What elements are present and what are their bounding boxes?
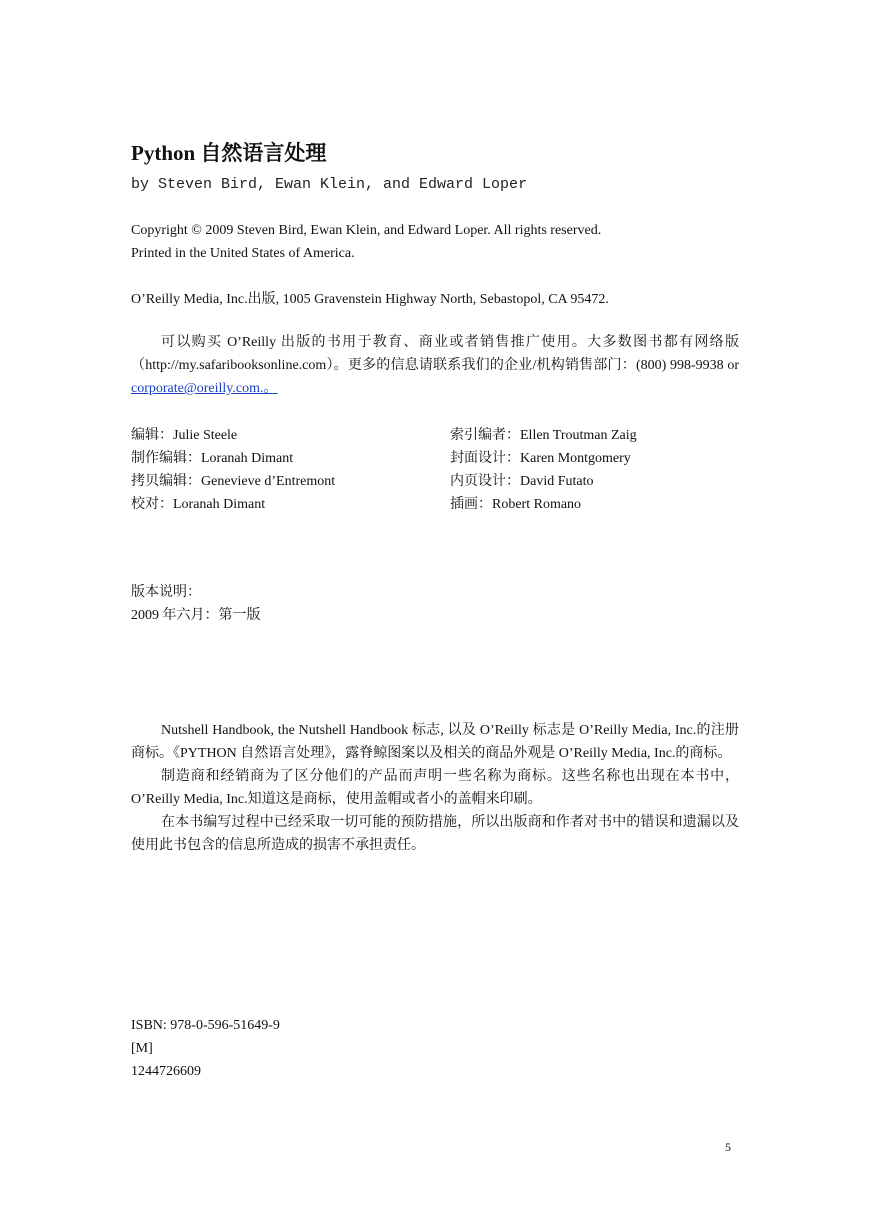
book-title: Python 自然语言处理 xyxy=(131,141,327,165)
copyright-block xyxy=(131,219,739,265)
credit-proofreader: 校对：Loranah Dimant xyxy=(131,497,266,512)
catalog-code: [M] xyxy=(131,1041,153,1056)
book-authors: by Steven Bird, Ewan Klein, and Edward Loper xyxy=(131,176,528,193)
credit-production-editor: 制作编辑：Loranah Dimant xyxy=(131,451,294,466)
isbn-line: ISBN: 978-0-596-51649-9 xyxy=(131,1018,280,1033)
credit-interior-designer: 内页设计：David Futato xyxy=(450,474,594,489)
credit-editor: 编辑：Julie Steele xyxy=(131,428,238,443)
sales-email-link[interactable]: corporate@oreilly.com.。 xyxy=(131,381,278,396)
publisher-address: O’Reilly Media, Inc.出版, 1005 Gravenstein Highway North, Sebastopol, CA 95472. xyxy=(131,292,609,307)
trademark-notice xyxy=(131,719,739,857)
copyright-line-2: Printed in the United States of America. xyxy=(131,246,355,261)
purchase-text: 可以购买 O’Reilly 出版的书用于教育、商业或者销售推广使用。大多数图书都有网络版（http://my.safaribooksonline.com）。更多的信息请联系我们的企业/机构销售部门：(800) 998-9938 or xyxy=(131,335,739,373)
catalog-number: 1244726609 xyxy=(131,1064,201,1079)
trademark-paragraph-2: 制造商和经销商为了区分他们的产品而声明一些名称为商标。这些名称也出现在本书中，O’Reilly Media, Inc.知道这是商标，使用盖帽或者小的盖帽来印刷。 xyxy=(131,769,739,807)
credit-copy-editor: 拷贝编辑：Genevieve d’Entremont xyxy=(131,474,336,489)
credit-cover-designer: 封面设计：Karen Montgomery xyxy=(450,451,631,466)
purchase-paragraph xyxy=(131,331,739,400)
edition-heading: 版本说明： xyxy=(131,585,201,600)
isbn-block xyxy=(131,1014,739,1083)
credits-left-column xyxy=(131,424,335,516)
page-number: 5 xyxy=(725,1140,731,1154)
trademark-paragraph-1: Nutshell Handbook, the Nutshell Handbook 标志, 以及 O’Reilly 标志是 O’Reilly Media, Inc.的注册商标。《PYTHON 自然语言处理》，露脊鲸图案以及相关的商品外观是 O’Reilly Media, Inc.的商标。 xyxy=(131,723,739,761)
edition-entry: 2009 年六月：第一版 xyxy=(131,608,261,623)
credit-indexer: 索引编者：Ellen Troutman Zaig xyxy=(450,428,637,443)
credit-illustrator: 插画：Robert Romano xyxy=(450,497,582,512)
trademark-paragraph-3: 在本书编写过程中已经采取一切可能的预防措施，所以出版商和作者对书中的错误和遗漏以及使用此书包含的信息所造成的损害不承担责任。 xyxy=(131,815,739,853)
copyright-line-1: Copyright © 2009 Steven Bird, Ewan Klein, and Edward Loper. All rights reserved. xyxy=(131,223,602,238)
credits-right-column xyxy=(450,424,637,516)
edition-block xyxy=(131,581,739,627)
